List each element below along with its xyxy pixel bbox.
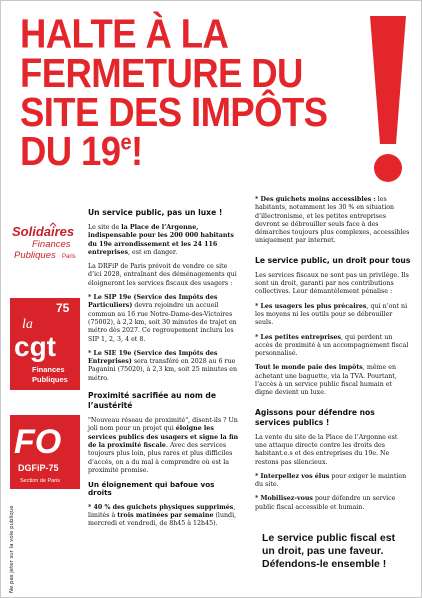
paragraph-guichets: * 40 % des guichets physiques supprimés, limités à trois matinées par semaine (lundi, mercredi et vendredi, de 8h45 à 12h45). (88, 503, 237, 528)
paragraph-drfip: La DRFiP de Paris prévoit de vendre ce site d’ici 2028, entraînant des déménagements qui éloigneront les services fiscaux des usagers : (88, 263, 237, 287)
column-left (88, 208, 240, 535)
paragraph-sip: * Le SIP 19e (Service des Impôts des Particuliers) devra rejoindre un accueil commun au 16 rue Notre-Dame-des-Victoires (75002), à 2,2 km, soit 30 minutes de trajet en métro dès 2027. Ce regroupement inclura les SIP 1, 2, 3, 4 et 8. (88, 294, 237, 343)
solidaires-logo (10, 222, 80, 268)
paragraph-tout-le-monde: Tout le monde paie des impôts, même en achetant une baguette, via la TVA. Pourtant, l’accès à un service public fiscal humain et digne devient un luxe. (255, 364, 397, 397)
paragraph-vente-du-site: La vente du site de la Place de l’Argonne est une attaque directe contre les droits des habitant.e.s et des entreprises du 19e. Ne restons pas silencieux. (255, 433, 398, 466)
cgt-logo-sub2: Publiques (32, 375, 68, 384)
paragraph-guichets-moins-accessibles: * Des guichets moins accessibles : les habitants, notamment les 30 % en situation d’illectronisme, et les petites entreprises devront se débrouiller seuls face à des démarches toujours plus complexes, accessibles uniquement par internet. (255, 196, 410, 245)
headline (20, 10, 360, 175)
cgt-logo-sub1: Finances (32, 365, 65, 374)
closing-slogan (262, 532, 420, 571)
slogan-line-2: un droit, pas une faveur. (262, 545, 384, 557)
vertical-note: Ne pas jeter sur la voie publique (9, 505, 15, 593)
solidaires-logo-line4: Paris (62, 254, 76, 260)
paragraph-nouveau-reseau: "Nouveau réseau de proximité", disent-ils ? Un joli nom pour un projet qui éloigne les services publics des usagers et signe la fin de la proximité fiscale. Avec des services toujours plus loin, plus rares et plus difficiles d’accès, on a du mal à comprendre où est la proximité promise. (88, 417, 239, 474)
solidaires-logo-line1: Solidaires (12, 224, 75, 239)
section-heading-agissons: Agissons pour défendre nos services publics ! (255, 407, 375, 427)
headline-line-3: SITE DES IMPÔTS (20, 89, 328, 135)
section-heading-proximite: Proximité sacrifiée au nom de l’austérité (88, 391, 216, 411)
exclamation-icon (362, 12, 412, 188)
solidaires-logo-line2: Finances (32, 239, 71, 250)
slogan-line-1: Le service public fiscal est (262, 532, 396, 544)
fo-logo-sub2: Section de Paris (20, 478, 61, 484)
paragraph-site-danger: Le site de la Place de l’Argonne, indispensable pour les 200 000 habitants du 19e arrondissement et les 24 116 entreprises, est en danger. (88, 224, 234, 256)
slogan-line-3: Défendons-le ensemble ! (262, 558, 387, 570)
cgt-logo-name: cgt (14, 331, 56, 362)
paragraph-mobilisez: * Mobilisez-vous pour défendre un service public fiscal accessible et humain. (255, 495, 396, 511)
solidaires-logo-line3: Publiques (14, 250, 56, 261)
cgt-logo-la: la (22, 317, 33, 332)
paragraph-privilege: Les services fiscaux ne sont pas un privilège. Ils sont un droit, garanti par nos contributions collectives. Leur démantèlement pénalise : (255, 271, 409, 296)
headline-line-4: DU 19e! (20, 128, 143, 175)
headline-line-1: HALTE À LA (20, 10, 229, 57)
subheading-eloignement: Un éloignement qui bafoue vos droits (88, 480, 215, 498)
paragraph-interpellez: * Interpellez vos élus pour exiger le maintien du site. (255, 472, 407, 489)
paragraph-petites-entreprises: * Les petites entreprises, qui perdent un accès de proximité à un accompagnement fiscal personnalisé. (255, 333, 409, 358)
cgt-logo-number: 75 (56, 301, 70, 315)
paragraph-usagers-precaires: * Les usagers les plus précaires, qui n’ont ni les moyens ni les outils pour se débrouiller seuls. (255, 302, 408, 327)
headline-line-2: FERMETURE DU (20, 49, 303, 96)
cgt-logo (10, 298, 80, 390)
column-right (255, 196, 411, 518)
section-heading-droit-pour-tous: Le service public, un droit pour tous (255, 255, 411, 265)
fo-logo (10, 415, 80, 489)
fo-logo-sub1: DGFiP-75 (18, 463, 59, 473)
paragraph-sie: * Le SIE 19e (Service des Impôts des Entreprises) sera transféré en 2028 au 6 rue Paganini (75020), à 2,3 km, soit 25 minutes en métro. (88, 349, 238, 382)
fo-logo-name: FO (14, 423, 62, 461)
section-heading-service-public: Un service public, pas un luxe ! (88, 208, 223, 217)
